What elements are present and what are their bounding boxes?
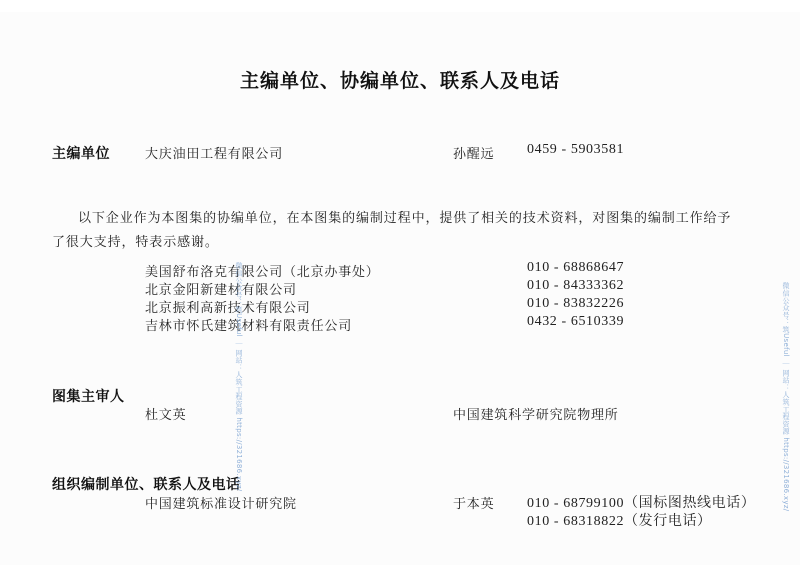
organizer-phone-hotline: 010 - 68799100（国标图热线电话）	[527, 496, 756, 511]
page-title: 主编单位、协编单位、联系人及电话	[239, 70, 560, 92]
watermark-right: 微信公众号：筑Useful ｜ 网站：人筑工程资源 https://321686.xyz/	[782, 282, 790, 512]
organizer-contact: 于本英	[453, 497, 495, 512]
chief-editor-label: 主编单位	[52, 146, 110, 162]
co-editor-phone: 010 - 84333362	[527, 278, 625, 293]
co-editor-phone: 0432 - 6510339	[527, 314, 625, 329]
organizer-label: 组织编制单位、联系人及电话	[52, 477, 241, 493]
organizer-unit: 中国建筑标准设计研究院	[145, 497, 297, 512]
organizer-phone-distribution: 010 - 68318822（发行电话）	[527, 514, 712, 529]
chief-editor-unit: 大庆油田工程有限公司	[145, 147, 284, 162]
co-editor-phone: 010 - 68868647	[527, 260, 625, 275]
chief-editor-contact: 孙醒远	[453, 147, 495, 162]
co-editor-phone: 010 - 83832226	[527, 296, 625, 311]
co-editor-unit: 北京金阳新建材有限公司	[145, 283, 297, 298]
watermark-middle: 微信公众号：筑Useful ｜ 网站：人筑工程资源 https://321686.xyz/	[235, 262, 243, 492]
chief-reviewer-label: 图集主审人	[52, 389, 125, 405]
chief-reviewer-org: 中国建筑科学研究院物理所	[453, 408, 619, 423]
co-editor-unit: 美国舒布洛克有限公司（北京办事处）	[145, 265, 380, 280]
acknowledgement-paragraph	[52, 207, 762, 255]
co-editor-unit: 北京振利高新技术有限公司	[145, 301, 311, 316]
co-editor-unit: 吉林市怀氏建筑材料有限责任公司	[145, 319, 353, 334]
chief-editor-phone: 0459 - 5903581	[527, 142, 625, 157]
page-top-margin	[0, 0, 800, 12]
acknowledgement-line-1: 以下企业作为本图集的协编单位，在本图集的编制过程中，提供了相关的技术资料，对图集的编制工作给予	[78, 211, 732, 226]
chief-reviewer-name: 杜文英	[145, 408, 187, 423]
acknowledgement-line-2: 了很大支持，特表示感谢。	[52, 235, 219, 250]
